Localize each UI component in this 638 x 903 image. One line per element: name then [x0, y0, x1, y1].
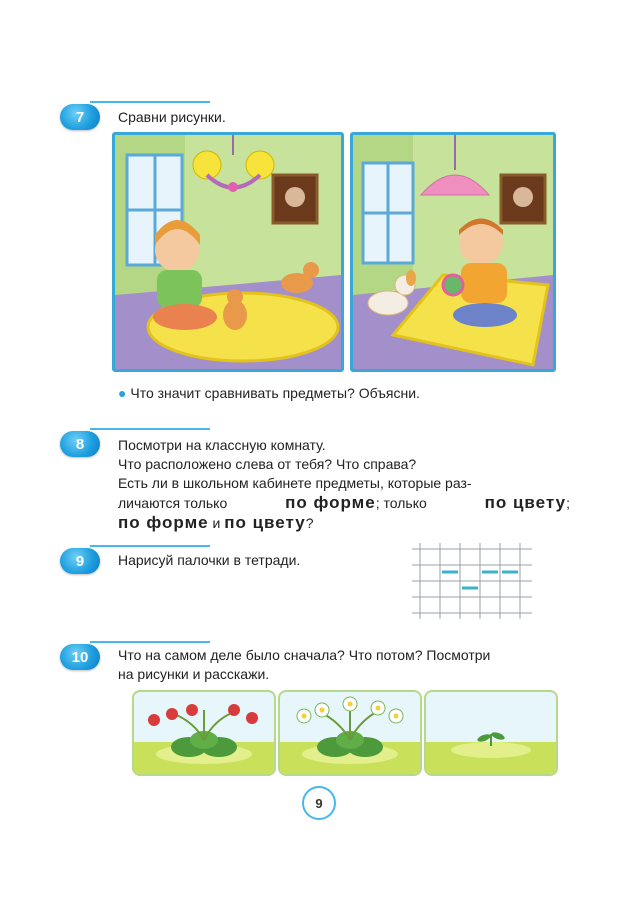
- page-number: 9: [315, 795, 323, 811]
- ex9-number: 9: [75, 552, 85, 570]
- ex10-text: [118, 646, 570, 684]
- ex10-number-badge: [60, 644, 100, 670]
- ex8-line4-part2: ; только: [375, 495, 427, 511]
- emphasis-by-shape-2: по форме: [118, 513, 209, 532]
- picture-girl-with-kittens: [112, 132, 344, 372]
- ex8-text: [118, 436, 570, 533]
- notebook-grid: [412, 543, 532, 619]
- page-number-badge: [302, 786, 336, 820]
- ex8-line4: [118, 493, 570, 513]
- emphasis-by-shape: по форме: [285, 493, 376, 512]
- ex10-line2: на рисунки и расскажи.: [118, 666, 270, 682]
- ex7-number: 7: [75, 108, 85, 126]
- ex8-line5: [118, 513, 570, 533]
- ex8-line4-bold-group: [285, 493, 427, 513]
- picture-strawberry-with-berries: [132, 690, 276, 776]
- notebook-grid-sticks: [412, 543, 532, 619]
- ex7-underline: [90, 101, 210, 103]
- ex7-number-badge: [60, 104, 100, 130]
- ex8-number-badge: [60, 431, 100, 457]
- picture-strawberry-in-bloom: [278, 690, 422, 776]
- strawberry-flowers-illustration: [280, 692, 420, 774]
- ex8-line1: Посмотри на классную комнату.: [118, 437, 326, 453]
- ex9-number-badge: [60, 548, 100, 574]
- strawberry-sprout-illustration: [426, 692, 556, 774]
- ex8-line4-bold-group2: [485, 493, 570, 513]
- ex7-title: Сравни рисунки.: [118, 109, 226, 125]
- ex7-question-text: Что значит сравнивать предметы? Объясни.: [130, 385, 420, 401]
- ex8-line4-end: ;: [566, 495, 570, 511]
- ex10-line1: Что на самом деле было сначала? Что потом? Посмотри: [118, 647, 491, 663]
- ex7-question: [118, 384, 420, 403]
- ex8-line4-part1: личаются только: [118, 495, 228, 511]
- strawberry-berries-illustration: [134, 692, 274, 774]
- picture-strawberry-sprout: [424, 690, 558, 776]
- ex10-underline: [90, 641, 210, 643]
- ex10-number: 10: [71, 648, 89, 666]
- ex8-line5-and: и: [212, 515, 221, 531]
- ex8-line5-end: ?: [305, 515, 314, 531]
- ex8-underline: [90, 428, 210, 430]
- emphasis-by-color-2: по цвету: [224, 513, 306, 532]
- ex9-underline: [90, 545, 210, 547]
- picture-boy-with-dog: [350, 132, 556, 372]
- girl-with-kittens-illustration: [115, 135, 341, 369]
- bullet-icon: ●: [118, 385, 127, 401]
- boy-with-dog-illustration: [353, 135, 553, 369]
- ex8-line2: Что расположено слева от тебя? Что справа?: [118, 456, 417, 472]
- emphasis-by-color: по цвету: [484, 493, 567, 512]
- ex8-number: 8: [75, 435, 85, 453]
- ex9-text: Нарисуй палочки в тетради.: [118, 552, 301, 568]
- ex8-line3: Есть ли в школьном кабинете предметы, которые раз-: [118, 475, 472, 491]
